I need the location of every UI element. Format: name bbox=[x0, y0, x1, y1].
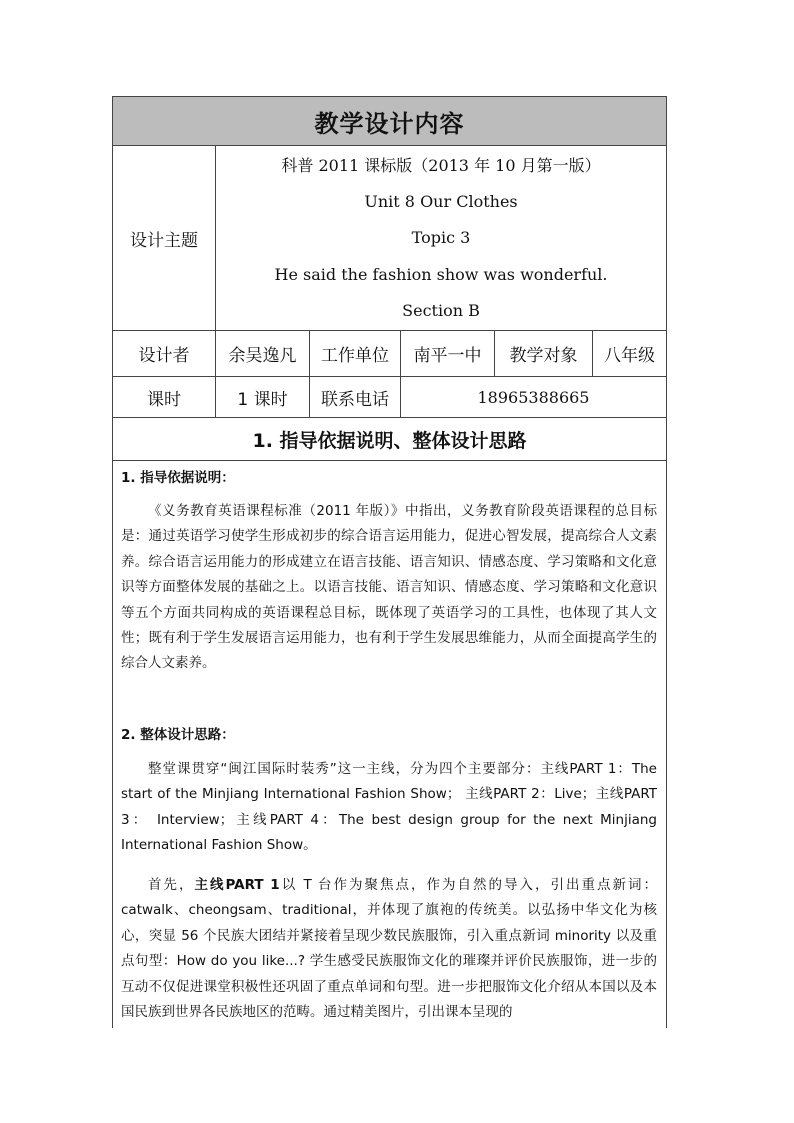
subject-section: Section B bbox=[402, 300, 480, 320]
designer-label: 设计者 bbox=[113, 331, 216, 376]
period-row bbox=[113, 377, 666, 418]
phone-value: 18965388665 bbox=[477, 387, 590, 407]
section-title: 1. 指导依据说明、整体设计思路 bbox=[252, 429, 527, 452]
period-value: 1 课时 bbox=[216, 377, 310, 417]
overall-paragraph: 整堂课贯穿“闽江国际时装秀”这一主线，分为四个主要部分：主线PART 1：The start of the Minjiang International Fashion Show； 主线PART 2：Live；主线PART 3： Interview；主线PART 4：The best design group for the next Minjiang International Fashion Show。 bbox=[121, 761, 657, 854]
subject-topic-title: He said the fashion show was wonderful. bbox=[274, 264, 608, 284]
phone-label: 联系电话 bbox=[310, 377, 401, 417]
title-row bbox=[113, 97, 666, 146]
subject-label: 设计主题 bbox=[113, 146, 216, 330]
subject-topic: Topic 3 bbox=[411, 228, 471, 248]
part1-text: 以 T 台作为聚焦点，作为自然的导入，引出重点新词：catwalk、cheongsam、traditional，并体现了旗袍的传统美。以弘扬中华文化为核心，突显 56 个民族大团结并紧接着呈现少数民族服饰，引入重点新词 minority 以及重点句型：How do you like...? 学生感受民族服饰文化的璀璨并评价民族服饰，进一步的互动不仅促进课堂积极性还巩固了重点单词和句型。进一步把服饰文化介绍从本国以及本国民族到世界各民族地区的范畴。通过精美图片，引出课本呈现的 bbox=[121, 877, 657, 1021]
part1-paragraph bbox=[121, 873, 657, 1025]
target-label: 教学对象 bbox=[495, 331, 593, 376]
basis-heading: 1. 指导依据说明： bbox=[121, 470, 235, 486]
period-label: 课时 bbox=[113, 377, 216, 417]
body-content bbox=[113, 461, 666, 1028]
subject-edition: 科普 2011 课标版（2013 年 10 月第一版） bbox=[281, 156, 601, 175]
workplace-value: 南平一中 bbox=[401, 331, 495, 376]
doc-title: 教学设计内容 bbox=[314, 109, 465, 138]
lesson-design-table bbox=[112, 96, 667, 1028]
subject-unit: Unit 8 Our Clothes bbox=[364, 192, 518, 212]
subject-row bbox=[113, 146, 666, 331]
basis-paragraph: 《义务教育英语课程标准（2011 年版）》中指出，义务教育阶段英语课程的总目标是：通过英语学习使学生形成初步的综合语言运用能力，促进心智发展，提高综合人文素养。综合语言运用能力的形成建立在语言技能、语言知识、情感态度、学习策略和文化意识等方面整体发展的基础之上。以语言技能、语言知识、情感态度、学习策略和文化意识等五个方面共同构成的英语课程总目标，既体现了英语学习的工具性，也体现了其人文性；既有利于学生发展语言运用能力，也有利于学生发展思维能力，从而全面提高学生的综合人文素养。 bbox=[121, 503, 657, 672]
overall-heading: 2. 整体设计思路： bbox=[121, 727, 235, 743]
designer-row bbox=[113, 331, 666, 377]
workplace-label: 工作单位 bbox=[310, 331, 401, 376]
part1-emphasis: 主线PART 1 bbox=[194, 877, 280, 893]
part1-lead: 首先， bbox=[148, 877, 195, 893]
target-value: 八年级 bbox=[604, 346, 655, 366]
subject-content bbox=[216, 146, 666, 330]
section-header-row bbox=[113, 418, 666, 461]
designer-name: 余吴逸凡 bbox=[216, 331, 310, 376]
